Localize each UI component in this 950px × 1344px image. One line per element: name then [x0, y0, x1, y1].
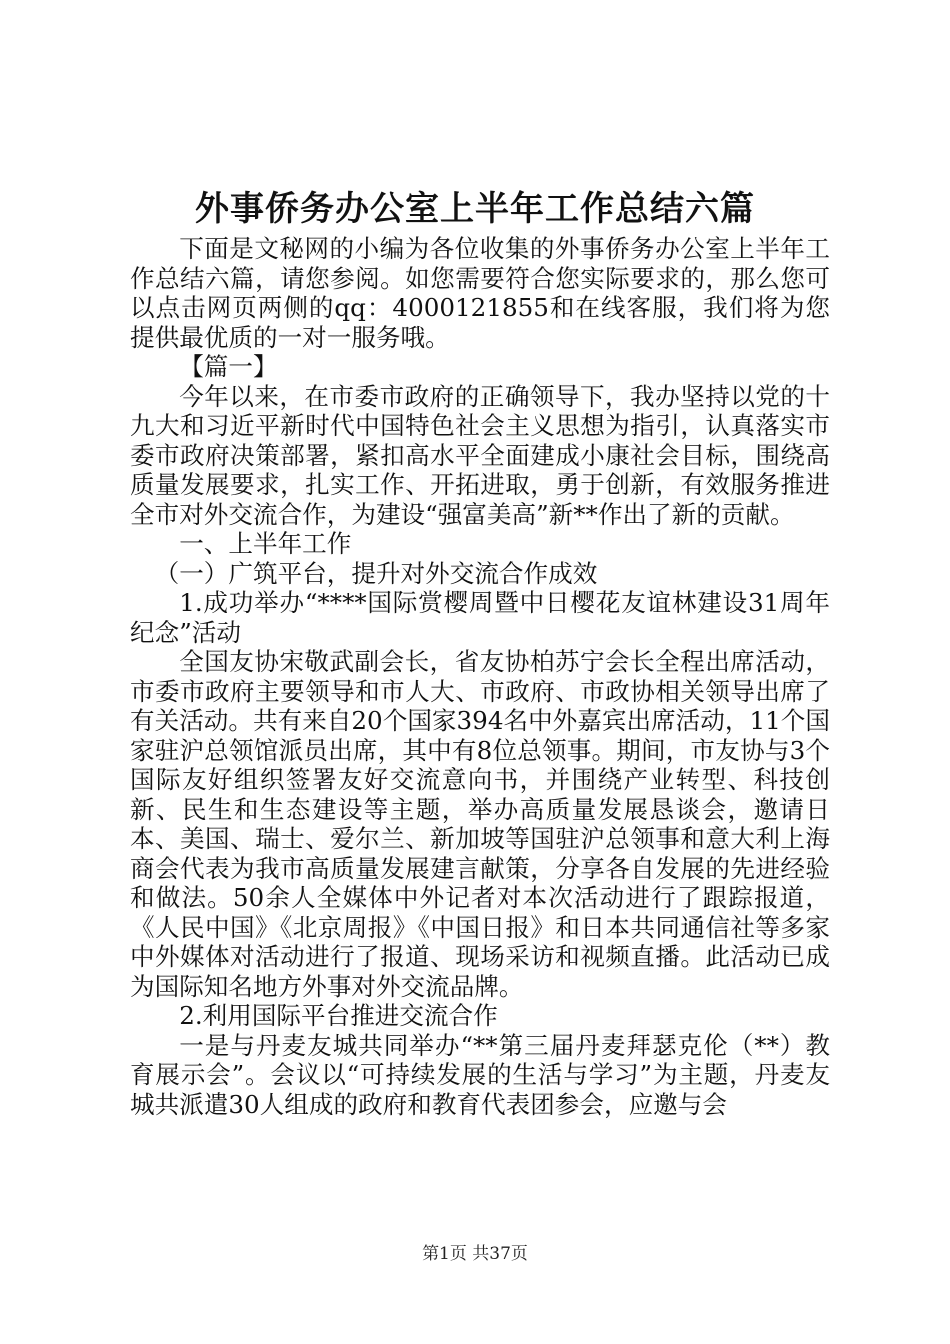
intro-paragraph: 下面是文秘网的小编为各位收集的外事侨务办公室上半年工作总结六篇，请您参阅。如您需要符合您实际要求的，那么您可以点击网页两侧的qq：4000121855和在线客服，我们将为您提供最优质的一对一服务哦。	[130, 234, 830, 352]
heading-first-half-work: 一、上半年工作	[179, 529, 352, 558]
item-heading-international-platforms: 2.利用国际平台推进交流合作	[179, 1001, 498, 1030]
item-heading-cherry-festival: 1.成功举办“****国际赏樱周暨中日樱花友谊林建设31周年纪念”活动	[130, 588, 830, 647]
overview-paragraph: 今年以来，在市委市政府的正确领导下，我办坚持以党的十九大和习近平新时代中国特色社会主义思想为指引，认真落实市委市政府决策部署，紧扣高水平全面建成小康社会目标，围绕高质量发展要求，扎实工作、开拓进取，勇于创新，有效服务推进全市对外交流合作，为建设“强富美高”新**作出了新的贡献。	[130, 381, 830, 529]
denmark-exchange-paragraph: 一是与丹麦友城共同举办“**第三届丹麦拜瑟克伦（**）教育展示会”。会议以“可持续发展的生活与学习”为主题，丹麦友城共派遣30人组成的政府和教育代表团参会，应邀与会	[130, 1030, 830, 1119]
page-footer: 第1页 共37页	[422, 1244, 528, 1264]
document-title: 外事侨务办公室上半年工作总结六篇	[195, 189, 755, 229]
document-body	[130, 234, 830, 1119]
subheading-platforms: （一）广筑平台，提升对外交流合作成效	[154, 558, 598, 588]
section-heading-part-one: 【篇一】	[179, 352, 278, 381]
cherry-festival-paragraph: 全国友协宋敬武副会长，省友协柏苏宁会长全程出席活动，市委市政府主要领导和市人大、市政府、市政协相关领导出席了有关活动。共有来自20个国家394名中外嘉宾出席活动，11个国家驻沪总领馆派员出席，其中有8位总领事。期间，市友协与3个国际友好组织签署友好交流意向书，并围绕产业转型、科技创新、民生和生态建设等主题，举办高质量发展恳谈会，邀请日本、美国、瑞士、爱尔兰、新加坡等国驻沪总领事和意大利上海商会代表为我市高质量发展建言献策，分享各自发展的先进经验和做法。50余人全媒体中外记者对本次活动进行了跟踪报道，《人民中国》《北京周报》《中国日报》和日本共同通信社等多家中外媒体对活动进行了报道、现场采访和视频直播。此活动已成为国际知名地方外事对外交流品牌。	[130, 647, 830, 1001]
